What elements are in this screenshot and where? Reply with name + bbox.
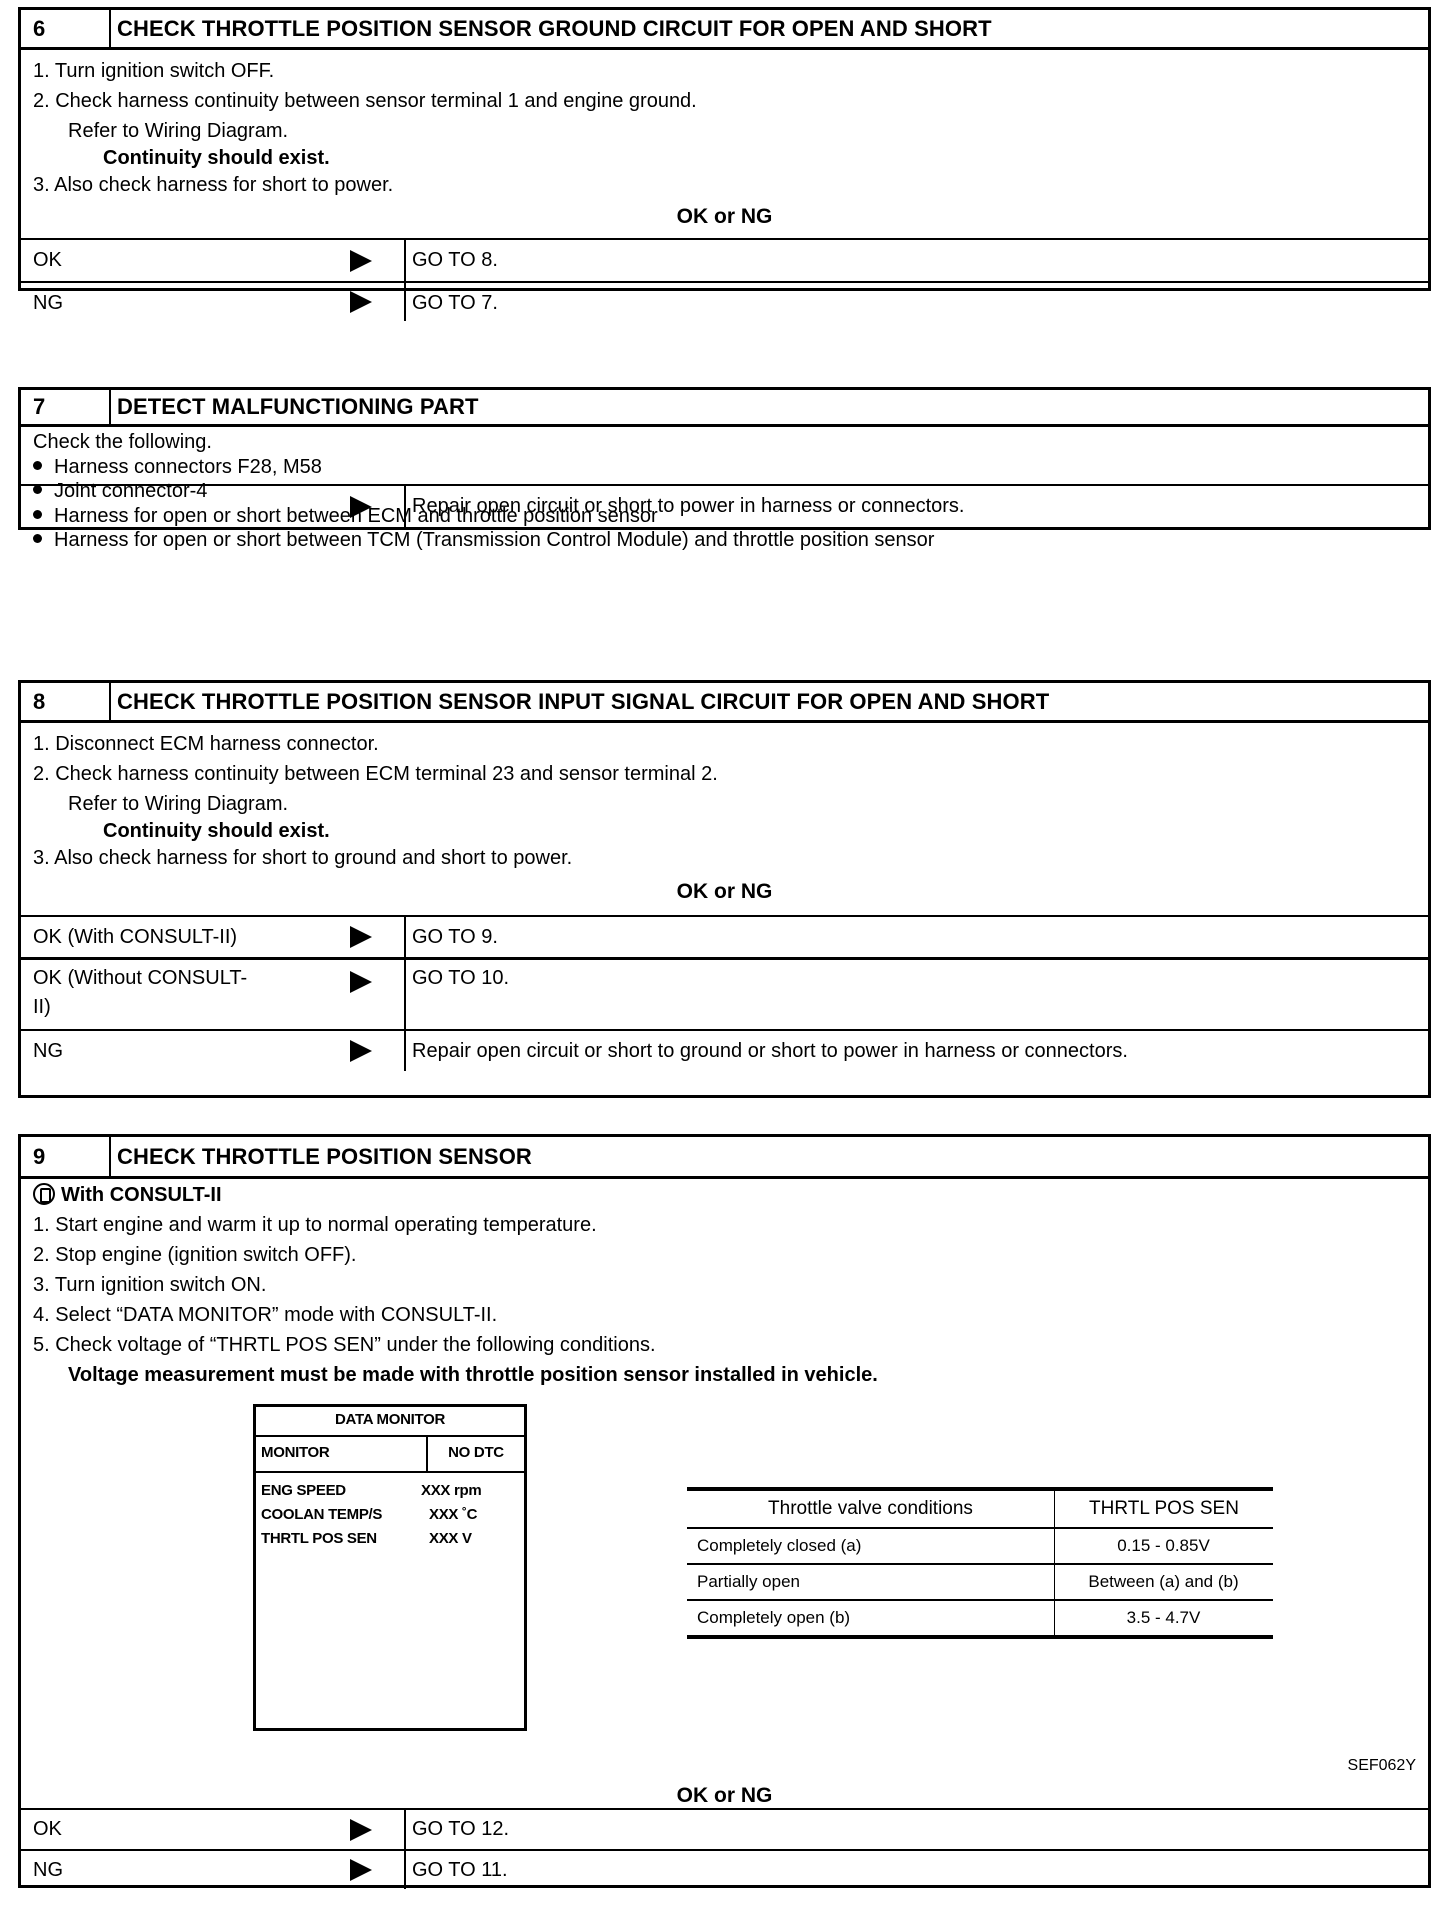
- result-label: NG: [33, 1040, 63, 1062]
- result-action[interactable]: Repair open circuit or short to ground or short to power in harness or connectors.: [412, 1040, 1128, 1062]
- step-header: [21, 683, 1428, 723]
- step-header: [21, 390, 1428, 427]
- instruction-line: 3. Also check harness for short to ground and short to power.: [33, 847, 573, 869]
- instruction-line: 1. Turn ignition switch OFF.: [33, 60, 275, 82]
- result-row-ng[interactable]: [21, 1029, 1428, 1071]
- monitor-row: THRTL POS SEN XXX V: [261, 1530, 472, 1547]
- result-row-ok-without-consult[interactable]: [21, 957, 1428, 1029]
- result-action[interactable]: Repair open circuit or short to power in harness or connectors.: [412, 495, 965, 517]
- result-label: OK (Without CONSULT-: [33, 967, 248, 989]
- step-8-box: [18, 680, 1431, 1098]
- arrow-right-icon: [350, 291, 372, 313]
- step-number: 8: [21, 683, 111, 720]
- check-item: Harness for open or short between TCM (Transmission Control Module) and throttle position sensor: [33, 528, 1428, 553]
- instruction-line: 5. Check voltage of “THRTL POS SEN” under the following conditions.: [33, 1334, 656, 1356]
- data-monitor-header: MONITOR NO DTC: [256, 1437, 524, 1473]
- data-monitor-rows: [256, 1473, 524, 1551]
- arrow-right-icon: [350, 971, 372, 993]
- instruction-line: Refer to Wiring Diagram.: [68, 793, 289, 815]
- step-7-box: [18, 387, 1431, 551]
- step-header: [21, 1137, 1428, 1179]
- table-row: Partially open Between (a) and (b): [687, 1564, 1273, 1600]
- instruction-line: 2. Check harness continuity between ECM terminal 23 and sensor terminal 2.: [33, 763, 718, 785]
- step-instructions: [21, 1179, 1428, 1808]
- arrow-right-icon: [350, 250, 372, 272]
- instruction-note: Continuity should exist.: [103, 147, 330, 169]
- monitor-row: COOLAN TEMP/S XXX ˚C: [261, 1506, 478, 1523]
- instruction-intro: Check the following.: [33, 431, 212, 453]
- instruction-line: 3. Turn ignition switch ON.: [33, 1274, 267, 1296]
- check-item: Harness connectors F28, M58: [33, 455, 1428, 480]
- result-label: NG: [33, 1859, 63, 1881]
- result-row-ok-with-consult[interactable]: [21, 915, 1428, 957]
- consult-mode-label: With CONSULT-II: [33, 1180, 1428, 1210]
- step-title: CHECK THROTTLE POSITION SENSOR: [117, 1144, 532, 1169]
- result-action[interactable]: GO TO 11.: [412, 1859, 508, 1881]
- figure-id: SEF062Y: [1347, 1757, 1416, 1774]
- result-label: NG: [33, 292, 63, 314]
- instruction-line: 1. Start engine and warm it up to normal operating temperature.: [33, 1214, 597, 1236]
- step-number: 6: [21, 10, 111, 47]
- result-label: OK: [33, 249, 62, 271]
- result-row-ng[interactable]: [21, 1849, 1428, 1889]
- data-monitor-screen: [253, 1404, 527, 1731]
- arrow-right-icon: [350, 1040, 372, 1062]
- result-row-ok[interactable]: [21, 238, 1428, 281]
- ok-or-ng-label: OK or NG: [676, 1784, 773, 1807]
- arrow-right-icon: [350, 1859, 372, 1881]
- column-header: Throttle valve conditions: [687, 1489, 1055, 1528]
- step-9-box: [18, 1134, 1431, 1888]
- step-6-box: [18, 7, 1431, 314]
- consult-ii-icon: [33, 1183, 55, 1205]
- ok-or-ng-label: OK or NG: [676, 205, 773, 228]
- ok-or-ng-label: OK or NG: [676, 880, 773, 903]
- result-row-ng[interactable]: [21, 281, 1428, 321]
- step-title: CHECK THROTTLE POSITION SENSOR INPUT SIGNAL CIRCUIT FOR OPEN AND SHORT: [117, 689, 1050, 714]
- result-label: OK (With CONSULT-II): [33, 926, 238, 948]
- instruction-line: 2. Check harness continuity between sensor terminal 1 and engine ground.: [33, 90, 697, 112]
- step-number: 7: [21, 390, 111, 424]
- step-instructions: [21, 723, 1428, 875]
- result-label: OK: [33, 1818, 62, 1840]
- result-action[interactable]: GO TO 7.: [412, 292, 498, 314]
- instruction-line: 4. Select “DATA MONITOR” mode with CONSULT-II.: [33, 1304, 498, 1326]
- result-action[interactable]: GO TO 9.: [412, 926, 498, 948]
- table-row: Completely closed (a) 0.15 - 0.85V: [687, 1528, 1273, 1564]
- result-label-cont: II): [33, 996, 51, 1018]
- instruction-line: 1. Disconnect ECM harness connector.: [33, 733, 379, 755]
- step-title: DETECT MALFUNCTIONING PART: [117, 394, 479, 419]
- step-instructions: [21, 50, 1428, 202]
- arrow-right-icon: [350, 926, 372, 948]
- table-row: Completely open (b) 3.5 - 4.7V: [687, 1600, 1273, 1637]
- data-monitor-title: DATA MONITOR: [256, 1407, 524, 1437]
- bullet-icon: [33, 461, 42, 470]
- instruction-line: 2. Stop engine (ignition switch OFF).: [33, 1244, 357, 1266]
- result-action[interactable]: GO TO 8.: [412, 249, 498, 271]
- arrow-right-icon: [350, 496, 372, 518]
- bullet-icon: [33, 534, 42, 543]
- check-item: Harness for open or short between ECM and throttle position sensor: [33, 504, 1428, 529]
- column-header: THRTL POS SEN: [1055, 1489, 1274, 1528]
- step-title: CHECK THROTTLE POSITION SENSOR GROUND CIRCUIT FOR OPEN AND SHORT: [117, 16, 992, 41]
- step-header: [21, 10, 1428, 50]
- monitor-row: ENG SPEED XXX rpm: [261, 1482, 482, 1499]
- check-item: Joint connector-4: [33, 479, 1428, 504]
- instruction-note: Continuity should exist.: [103, 820, 330, 842]
- step-number: 9: [21, 1137, 111, 1176]
- instruction-line: Refer to Wiring Diagram.: [68, 120, 289, 142]
- instruction-line: 3. Also check harness for short to power.: [33, 174, 394, 196]
- result-row[interactable]: [21, 484, 1428, 527]
- arrow-right-icon: [350, 1819, 372, 1841]
- result-action[interactable]: GO TO 12.: [412, 1818, 510, 1840]
- result-action[interactable]: GO TO 10.: [412, 967, 510, 989]
- instruction-warning: Voltage measurement must be made with throttle position sensor installed in vehicle.: [68, 1364, 878, 1386]
- voltage-spec-table: [687, 1487, 1273, 1639]
